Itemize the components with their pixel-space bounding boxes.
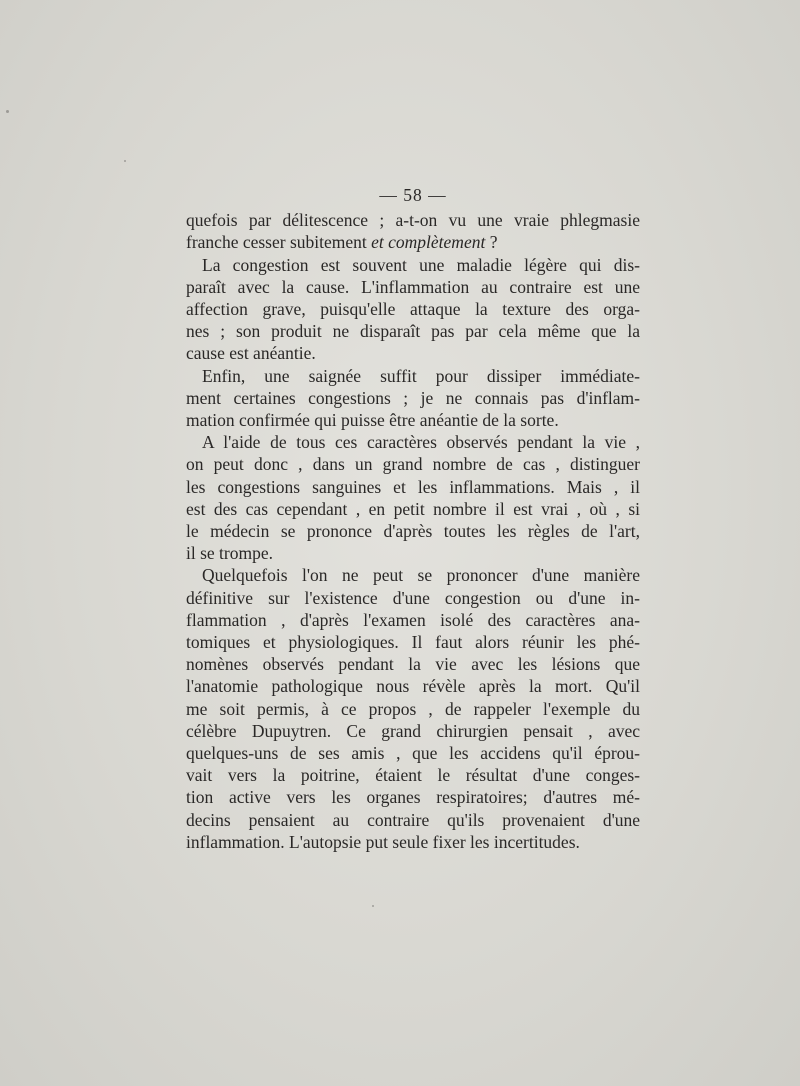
text-line: l'anatomie pathologique nous révèle après la mort. Qu'il [186,676,640,697]
text-line: me soit permis, à ce propos , de rappeler l'exemple du [186,698,640,719]
paragraph [186,564,640,853]
paragraph [186,365,640,432]
text-line: flammation , d'après l'examen isolé des caractères ana- [186,609,640,630]
text-line: il se trompe. [186,543,273,564]
text-line: A l'aide de tous ces caractères observés pendant la vie , [202,432,640,453]
text-line: decins pensaient au contraire qu'ils provenaient d'une [186,809,640,830]
text-line: La congestion est souvent une maladie légère qui dis- [202,254,640,275]
text-line: cause est anéantie. [186,343,316,364]
text-line: célèbre Dupuytren. Ce grand chirurgien pensait , avec [186,720,640,741]
text-block [186,184,640,853]
text-line: on peut donc , dans un grand nombre de cas , distinguer [186,454,640,475]
body-text [186,209,640,853]
italic-phrase: et complètement [371,232,486,253]
text-line: tion active vers les organes respiratoires; d'autres mé- [186,787,640,808]
text-line: quelques-uns de ses amis , que les accidens qu'il éprou- [186,743,640,764]
text-line: définitive sur l'existence d'une congestion ou d'une in- [186,587,640,608]
text-line: inflammation. L'autopsie put seule fixer les incertitudes. [186,831,580,852]
paragraph [186,254,640,365]
text-line: vait vers la poitrine, étaient le résultat d'une conges- [186,765,640,786]
text-line: mation confirmée qui puisse être anéantie de la sorte. [186,410,559,431]
text-line: Enfin, une saignée suffit pour dissiper immédiate- [202,365,640,386]
text-line: nomènes observés pendant la vie avec les lésions que [186,654,640,675]
text-line: Quelquefois l'on ne peut se prononcer d'une manière [202,565,640,586]
paper-speck [372,905,374,907]
paragraph [186,209,640,253]
text-line: paraît avec la cause. L'inflammation au contraire est une [186,276,640,297]
text-line: nes ; son produit ne disparaît pas par cela même que la [186,321,640,342]
text-line: est des cas cependant , en petit nombre il est vrai , où , si [186,498,640,519]
text-line: affection grave, puisqu'elle attaque la texture des orga- [186,299,640,320]
text-line: le médecin se prononce d'après toutes les règles de l'art, [186,521,640,542]
text-line: tomiques et physiologiques. Il faut alors réunir les phé- [186,632,640,653]
paper-speck [124,160,126,162]
text-line: quefois par délitescence ; a-t-on vu une vraie phlegmasie [186,210,640,231]
text-line: franche cesser subitement et complètement ? [186,232,498,253]
paragraph [186,431,640,564]
text-line: ment certaines congestions ; je ne connais pas d'inflam- [186,387,640,408]
paper-speck [6,110,9,113]
page-number: — 58 — [379,185,447,205]
text-line: les congestions sanguines et les inflammations. Mais , il [186,476,640,497]
